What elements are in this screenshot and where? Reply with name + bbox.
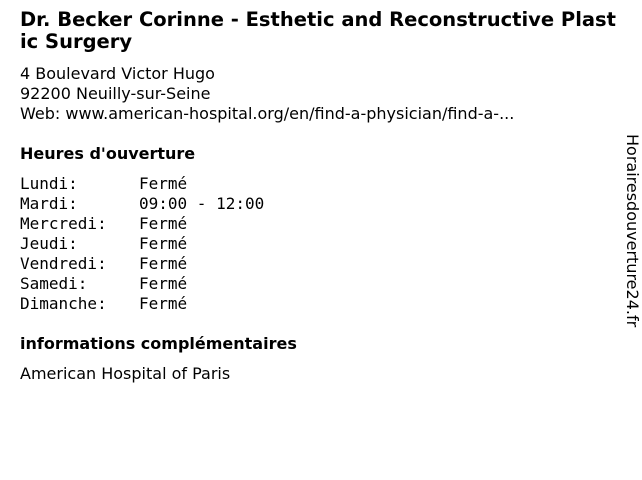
hours-row-saturday [20, 274, 264, 294]
hours-row-monday [20, 174, 264, 194]
hours-value: Fermé [139, 294, 188, 313]
day-label: Samedi: [20, 274, 88, 293]
address-block [20, 64, 620, 124]
day-label: Mercredi: [20, 214, 107, 233]
hours-value: Fermé [139, 274, 188, 293]
hours-row-thursday [20, 234, 264, 254]
opening-hours-table [20, 174, 264, 314]
opening-hours-heading: Heures d'ouverture [20, 144, 196, 163]
address-street: 4 Boulevard Victor Hugo [20, 64, 215, 83]
day-label: Mardi: [20, 194, 78, 213]
day-label: Vendredi: [20, 254, 107, 273]
day-label: Jeudi: [20, 234, 78, 253]
page-title: Dr. Becker Corinne - Esthetic and Reconstructive Plastic Surgery [20, 8, 616, 53]
hours-value: Fermé [139, 254, 188, 273]
listing-card [20, 9, 620, 384]
address-city: 92200 Neuilly-sur-Seine [20, 84, 211, 103]
site-watermark: Horairesdouverture24.fr [623, 134, 642, 328]
hours-row-sunday [20, 294, 264, 314]
hours-row-tuesday [20, 194, 264, 214]
hours-value: Fermé [139, 174, 188, 193]
additional-info-text: American Hospital of Paris [20, 364, 231, 383]
hours-value: Fermé [139, 234, 188, 253]
hours-row-wednesday [20, 214, 264, 234]
day-label: Dimanche: [20, 294, 107, 313]
day-label: Lundi: [20, 174, 78, 193]
hours-row-friday [20, 254, 264, 274]
hours-value: Fermé [139, 214, 188, 233]
website-link[interactable]: Web: www.american-hospital.org/en/find-a-physician/find-a-... [20, 104, 515, 123]
hours-value: 09:00 - 12:00 [139, 194, 265, 213]
additional-info-heading: informations complémentaires [20, 334, 297, 353]
